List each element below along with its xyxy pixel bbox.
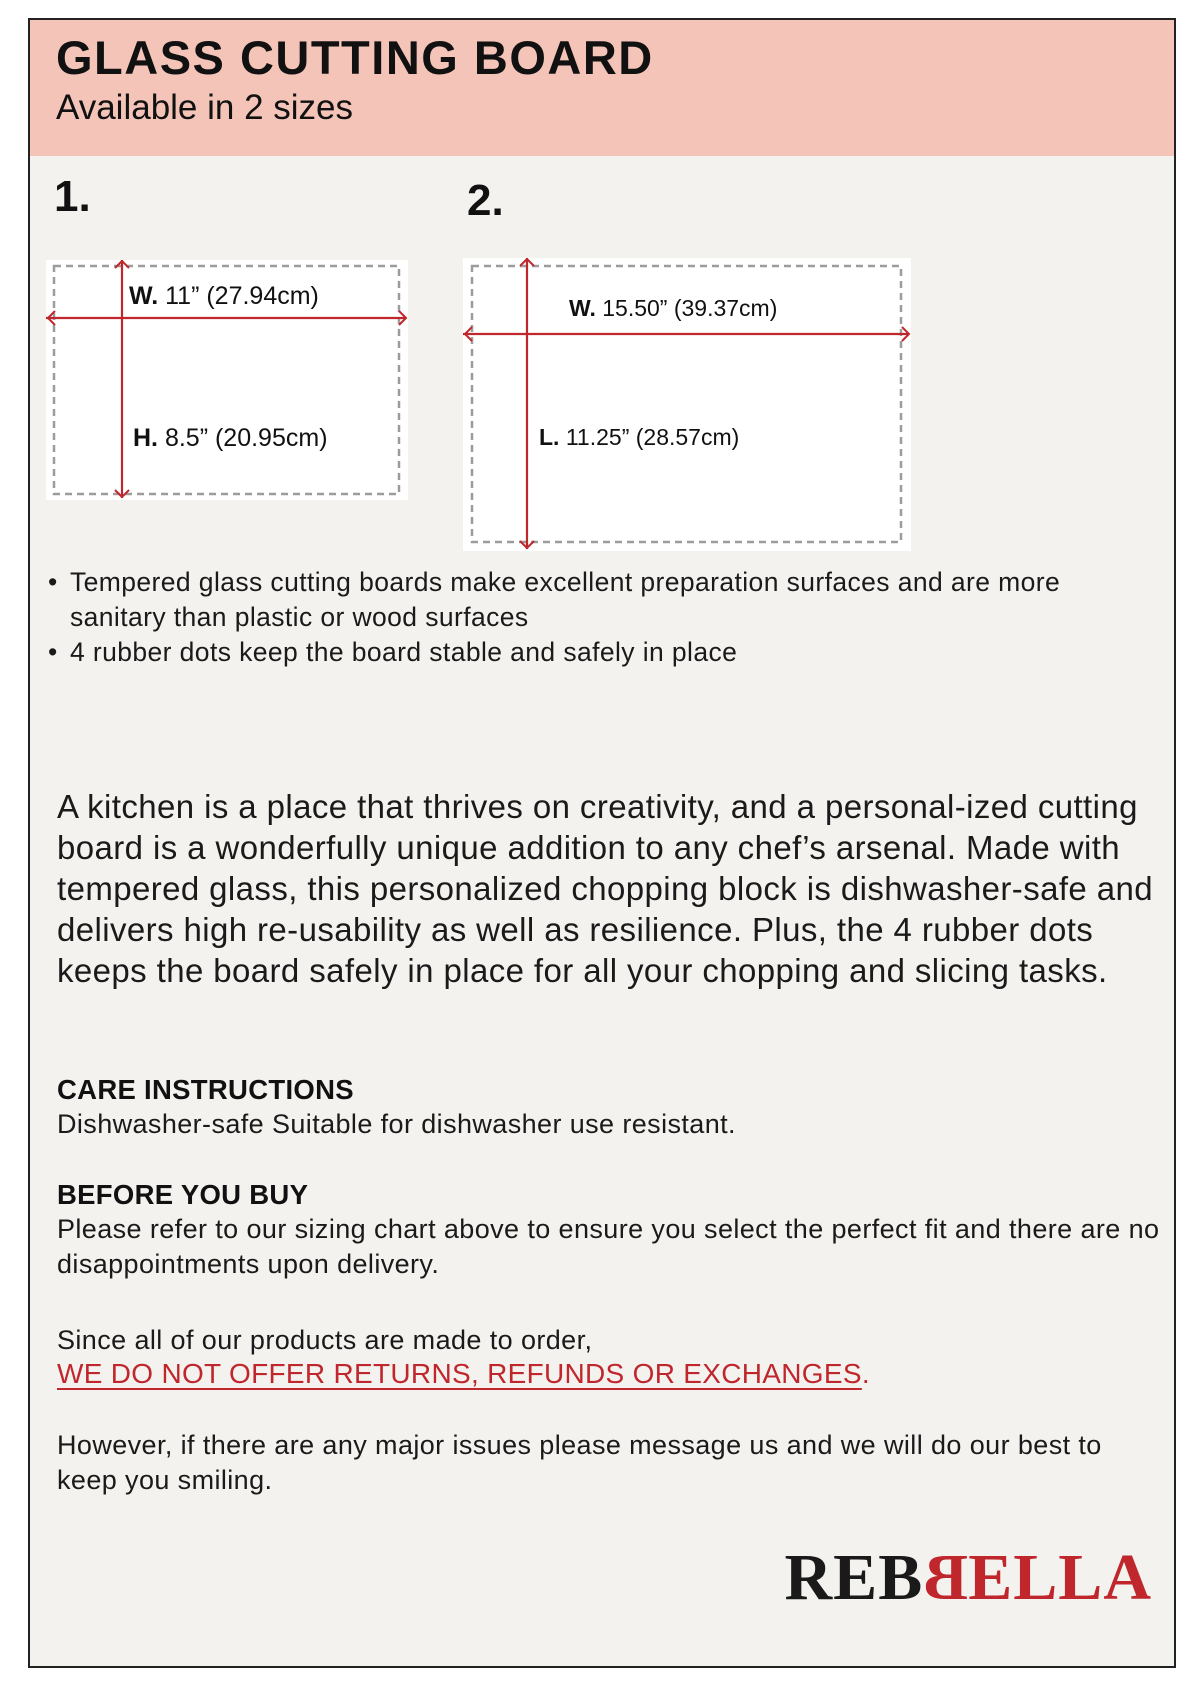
size-2-diagram <box>463 258 911 551</box>
feature-item: • Tempered glass cutting boards make excellent preparation surfaces and are more sanitary than plastic or wood surfaces <box>48 565 1158 635</box>
care-heading: CARE INSTRUCTIONS <box>57 1074 354 1105</box>
feature-list <box>48 565 1158 670</box>
size-2-number: 2. <box>467 176 504 225</box>
page-subtitle: Available in 2 sizes <box>56 88 354 127</box>
product-info-card <box>28 18 1176 1668</box>
size-1-number: 1. <box>54 172 91 221</box>
before-you-buy-text: Please refer to our sizing chart above to ensure you select the perfect fit and there are no disappointments upon delivery. <box>57 1214 1160 1279</box>
size-2-length-dimension: L. 11.25” (28.57cm) <box>539 424 740 450</box>
product-description: A kitchen is a place that thrives on creativity, and a personal-ized cutting board is a wonderfully unique addition to any chef’s arsenal. Made with tempered glass, this personalized chopping block is dishwasher-safe and delivers high re-usability as well as resilience. Plus, the 4 rubber dots keeps the board safely in place for all your chopping and slicing tasks. <box>57 788 1154 989</box>
care-text: Dishwasher-safe Suitable for dishwasher use resistant. <box>57 1109 736 1139</box>
header-banner <box>30 20 1174 156</box>
size-1-height-dimension: H. 8.5” (20.95cm) <box>133 424 328 452</box>
brand-logo: REBBELLA <box>784 1541 1152 1614</box>
made-to-order-text: Since all of our products are made to order, <box>57 1325 593 1355</box>
size-2-width-dimension: W. 15.50” (39.37cm) <box>569 295 778 321</box>
no-returns-warning: WE DO NOT OFFER RETURNS, REFUNDS OR EXCHANGES. <box>57 1358 870 1389</box>
before-you-buy-heading: BEFORE YOU BUY <box>57 1179 309 1210</box>
size-1-diagram <box>46 260 408 500</box>
page-title: GLASS CUTTING BOARD <box>56 31 654 84</box>
closing-text: However, if there are any major issues please message us and we will do our best to keep you smiling. <box>57 1430 1102 1495</box>
size-1-width-dimension: W. 11” (27.94cm) <box>129 282 319 310</box>
feature-item: • 4 rubber dots keep the board stable and safely in place <box>48 635 1158 670</box>
